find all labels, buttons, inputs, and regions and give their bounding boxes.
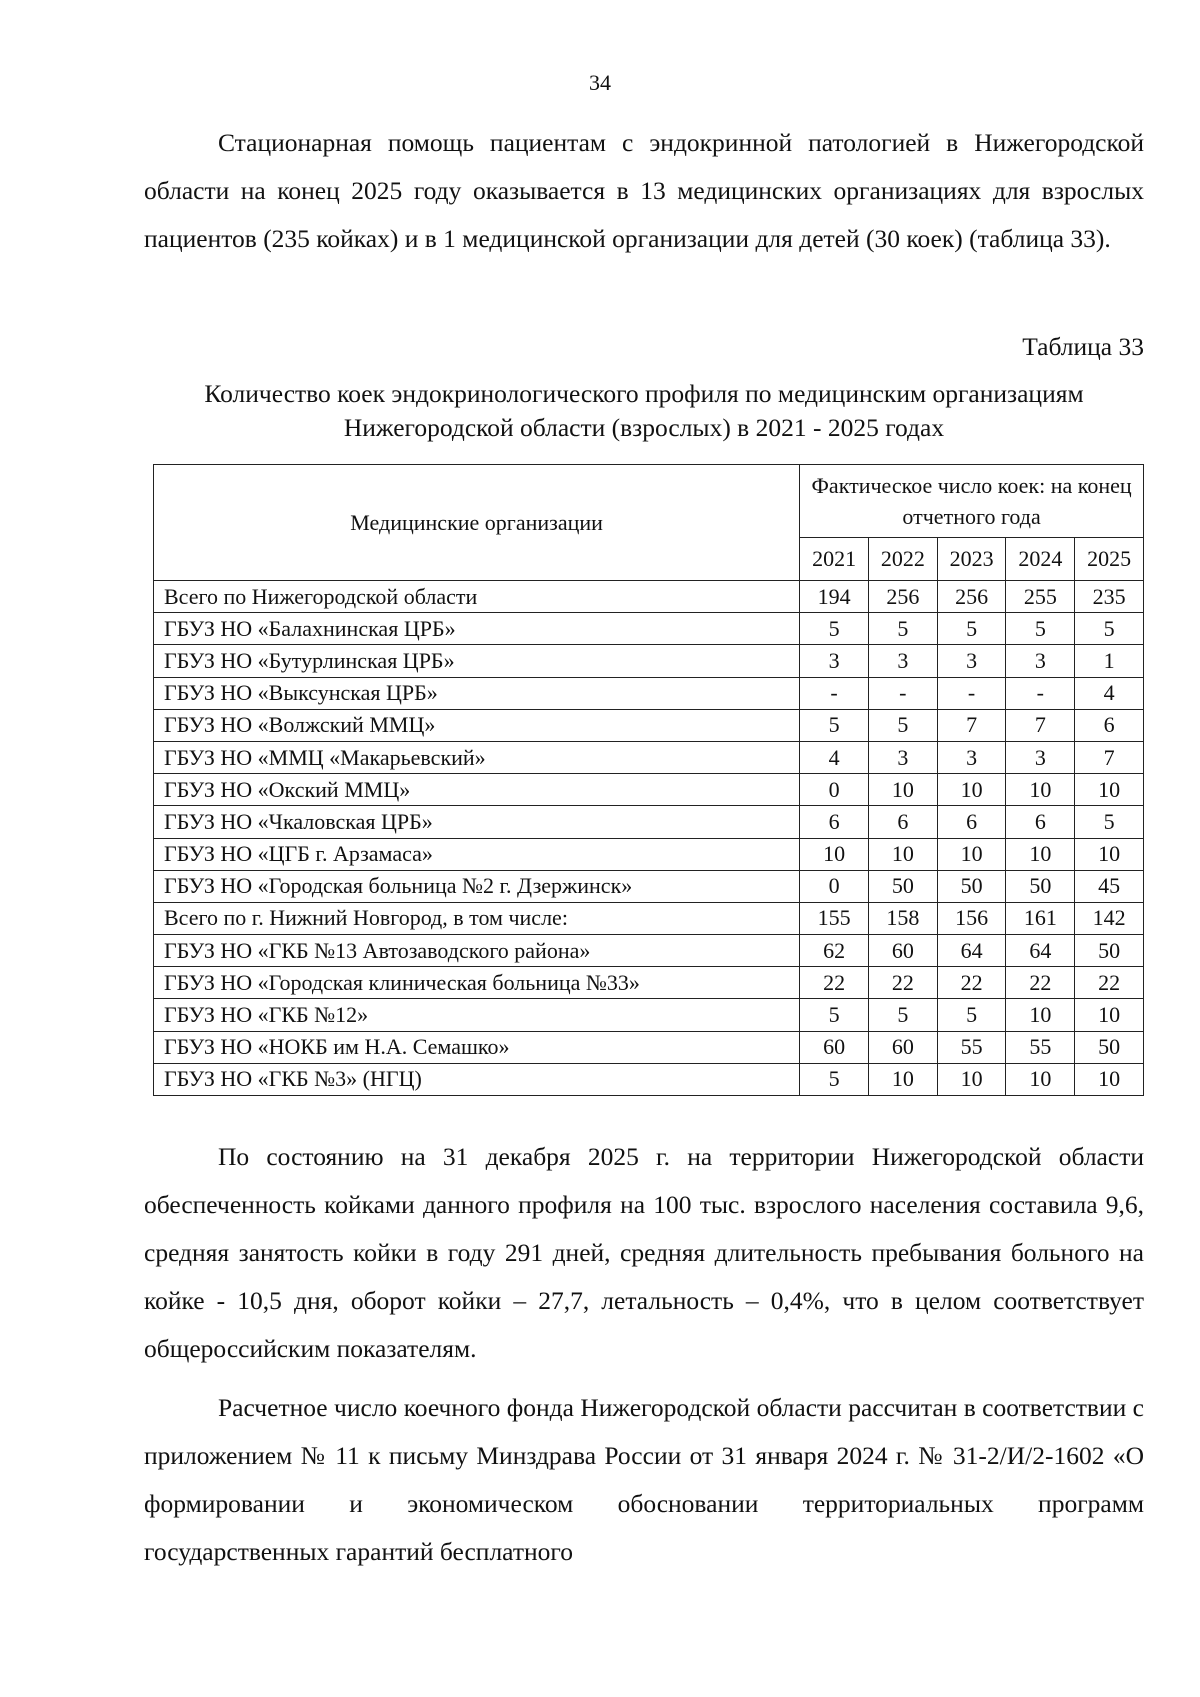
org-name-cell: ГБУЗ НО «ГКБ №13 Автозаводского района» [154, 935, 800, 967]
table-header-row [154, 465, 1144, 538]
table-row [154, 741, 1144, 773]
beds-value-cell: 3 [800, 645, 869, 677]
table-row [154, 581, 1144, 613]
beds-value-cell: 22 [800, 967, 869, 999]
org-name-cell: ГБУЗ НО «Волжский ММЦ» [154, 709, 800, 741]
beds-value-cell: 55 [937, 1031, 1006, 1063]
org-name-cell: ГБУЗ НО «Городская больница №2 г. Дзержинск» [154, 870, 800, 902]
table-row [154, 677, 1144, 709]
table-row [154, 1063, 1144, 1095]
beds-value-cell: 50 [937, 870, 1006, 902]
org-name-cell: ГБУЗ НО «ЦГБ г. Арзамаса» [154, 838, 800, 870]
table-row [154, 709, 1144, 741]
beds-value-cell: 60 [868, 1031, 937, 1063]
org-name-cell: ГБУЗ НО «Балахнинская ЦРБ» [154, 613, 800, 645]
beds-value-cell: 10 [1075, 774, 1144, 806]
beds-value-cell: 5 [937, 613, 1006, 645]
calculation-paragraph [144, 1384, 1144, 1576]
beds-value-cell: 3 [1006, 741, 1075, 773]
beds-value-cell: 6 [800, 806, 869, 838]
beds-value-cell: 161 [1006, 902, 1075, 934]
page-number: 34 [589, 70, 611, 95]
table-row [154, 999, 1144, 1031]
org-name-cell: Всего по г. Нижний Новгород, в том числе: [154, 902, 800, 934]
beds-value-cell: 0 [800, 870, 869, 902]
beds-value-cell: 1 [1075, 645, 1144, 677]
calculation-paragraph-text: Расчетное число коечного фонда Нижегородской области рассчитан в соответствии с приложением № 11 к письму Минздрава России от 31 января 2024 г. № 31-2/И/2-1602 «О формировании и экономическом обосновании территориальных программ государственных гарантий бесплатного [144, 1393, 1144, 1566]
header-organizations: Медицинские организации [154, 465, 800, 581]
beds-value-cell: 62 [800, 935, 869, 967]
beds-value-cell: 50 [1075, 1031, 1144, 1063]
table-row [154, 1031, 1144, 1063]
beds-value-cell: 6 [1006, 806, 1075, 838]
beds-value-cell: - [1006, 677, 1075, 709]
beds-value-cell: 235 [1075, 581, 1144, 613]
org-name-cell: ГБУЗ НО «НОКБ им Н.А. Семашко» [154, 1031, 800, 1063]
beds-value-cell: 6 [1075, 709, 1144, 741]
table-row [154, 870, 1144, 902]
beds-value-cell: 5 [800, 709, 869, 741]
beds-value-cell: 50 [1075, 935, 1144, 967]
table-row [154, 838, 1144, 870]
header-year: 2022 [868, 538, 937, 581]
org-name-cell: Всего по Нижегородской области [154, 581, 800, 613]
beds-value-cell: 10 [1006, 838, 1075, 870]
table-row [154, 935, 1144, 967]
beds-value-cell: 3 [868, 645, 937, 677]
intro-paragraph-text: Стационарная помощь пациентам с эндокринной патологией в Нижегородской области на конец 2025 году оказывается в 13 медицинских организациях для взрослых пациентов (235 койках) и в 1 медицинской организации для детей (30 коек) (таблица 33). [144, 128, 1144, 253]
beds-value-cell: 4 [1075, 677, 1144, 709]
header-year: 2025 [1075, 538, 1144, 581]
intro-paragraph [144, 119, 1144, 263]
beds-value-cell: 10 [937, 838, 1006, 870]
beds-value-cell: 60 [868, 935, 937, 967]
org-name-cell: ГБУЗ НО «Городская клиническая больница №33» [154, 967, 800, 999]
statistics-paragraph [144, 1133, 1144, 1373]
beds-table [153, 464, 1144, 1096]
beds-value-cell: 10 [868, 1063, 937, 1095]
statistics-paragraph-text: По состоянию на 31 декабря 2025 г. на территории Нижегородской области обеспеченность койками данного профиля на 100 тыс. взрослого населения составила 9,6, средняя занятость койки в году 291 дней, средняя длительность пребывания больного на койке - 10,5 дня, оборот койки – 27,7, летальность – 0,4%, что в целом соответствует общероссийским показателям. [144, 1142, 1144, 1363]
beds-value-cell: 10 [800, 838, 869, 870]
beds-value-cell: 10 [1075, 1063, 1144, 1095]
beds-value-cell: 5 [1075, 613, 1144, 645]
beds-value-cell: 10 [1006, 1063, 1075, 1095]
beds-value-cell: 256 [868, 581, 937, 613]
beds-value-cell: 45 [1075, 870, 1144, 902]
beds-value-cell: 10 [1075, 999, 1144, 1031]
beds-value-cell: 155 [800, 902, 869, 934]
beds-value-cell: 50 [1006, 870, 1075, 902]
beds-value-cell: - [868, 677, 937, 709]
org-name-cell: ГБУЗ НО «Чкаловская ЦРБ» [154, 806, 800, 838]
beds-value-cell: 64 [1006, 935, 1075, 967]
beds-value-cell: 3 [868, 741, 937, 773]
header-year: 2023 [937, 538, 1006, 581]
beds-value-cell: 5 [800, 1063, 869, 1095]
org-name-cell: ГБУЗ НО «ГКБ №3» (НГЦ) [154, 1063, 800, 1095]
beds-value-cell: 142 [1075, 902, 1144, 934]
beds-value-cell: 7 [937, 709, 1006, 741]
beds-value-cell: 10 [1006, 774, 1075, 806]
table-body [154, 581, 1144, 1096]
org-name-cell: ГБУЗ НО «Выксунская ЦРБ» [154, 677, 800, 709]
org-name-cell: ГБУЗ НО «ГКБ №12» [154, 999, 800, 1031]
beds-value-cell: 0 [800, 774, 869, 806]
beds-value-cell: 5 [1006, 613, 1075, 645]
table-row [154, 967, 1144, 999]
beds-value-cell: 50 [868, 870, 937, 902]
beds-value-cell: 55 [1006, 1031, 1075, 1063]
beds-value-cell: 7 [1006, 709, 1075, 741]
org-name-cell: ГБУЗ НО «ММЦ «Макарьевский» [154, 741, 800, 773]
beds-value-cell: 5 [868, 613, 937, 645]
beds-value-cell: 5 [1075, 806, 1144, 838]
beds-value-cell: 3 [1006, 645, 1075, 677]
beds-value-cell: 60 [800, 1031, 869, 1063]
table-row [154, 902, 1144, 934]
beds-value-cell: 256 [937, 581, 1006, 613]
org-name-cell: ГБУЗ НО «Окский ММЦ» [154, 774, 800, 806]
beds-value-cell: 4 [800, 741, 869, 773]
beds-value-cell: 5 [868, 999, 937, 1031]
beds-value-cell: 10 [1006, 999, 1075, 1031]
beds-value-cell: 255 [1006, 581, 1075, 613]
beds-value-cell: 3 [937, 645, 1006, 677]
beds-value-cell: 6 [937, 806, 1006, 838]
table-row [154, 613, 1144, 645]
beds-value-cell: 7 [1075, 741, 1144, 773]
beds-value-cell: 10 [1075, 838, 1144, 870]
table-title-line1: Количество коек эндокринологического профиля по медицинским организациям [204, 379, 1084, 408]
table-row [154, 806, 1144, 838]
table-title [144, 377, 1144, 445]
table-number: Таблица 33 [1022, 332, 1144, 361]
beds-value-cell: - [800, 677, 869, 709]
table-row [154, 645, 1144, 677]
beds-value-cell: 158 [868, 902, 937, 934]
beds-value-cell: 156 [937, 902, 1006, 934]
header-actual-beds: Фактическое число коек: на конец отчетного года [800, 465, 1144, 538]
table-title-line2: Нижегородской области (взрослых) в 2021 - 2025 годах [343, 413, 945, 442]
beds-value-cell: 22 [868, 967, 937, 999]
beds-value-cell: 10 [937, 1063, 1006, 1095]
table-row [154, 774, 1144, 806]
beds-value-cell: 10 [868, 774, 937, 806]
beds-value-cell: 10 [868, 838, 937, 870]
beds-value-cell: 64 [937, 935, 1006, 967]
header-year: 2021 [800, 538, 869, 581]
beds-value-cell: 194 [800, 581, 869, 613]
beds-value-cell: 5 [800, 999, 869, 1031]
beds-value-cell: 22 [937, 967, 1006, 999]
beds-value-cell: 10 [937, 774, 1006, 806]
beds-value-cell: 5 [868, 709, 937, 741]
beds-value-cell: 6 [868, 806, 937, 838]
org-name-cell: ГБУЗ НО «Бутурлинская ЦРБ» [154, 645, 800, 677]
beds-value-cell: 22 [1006, 967, 1075, 999]
beds-value-cell: 3 [937, 741, 1006, 773]
beds-value-cell: - [937, 677, 1006, 709]
beds-value-cell: 5 [800, 613, 869, 645]
header-year: 2024 [1006, 538, 1075, 581]
beds-value-cell: 5 [937, 999, 1006, 1031]
beds-value-cell: 22 [1075, 967, 1144, 999]
